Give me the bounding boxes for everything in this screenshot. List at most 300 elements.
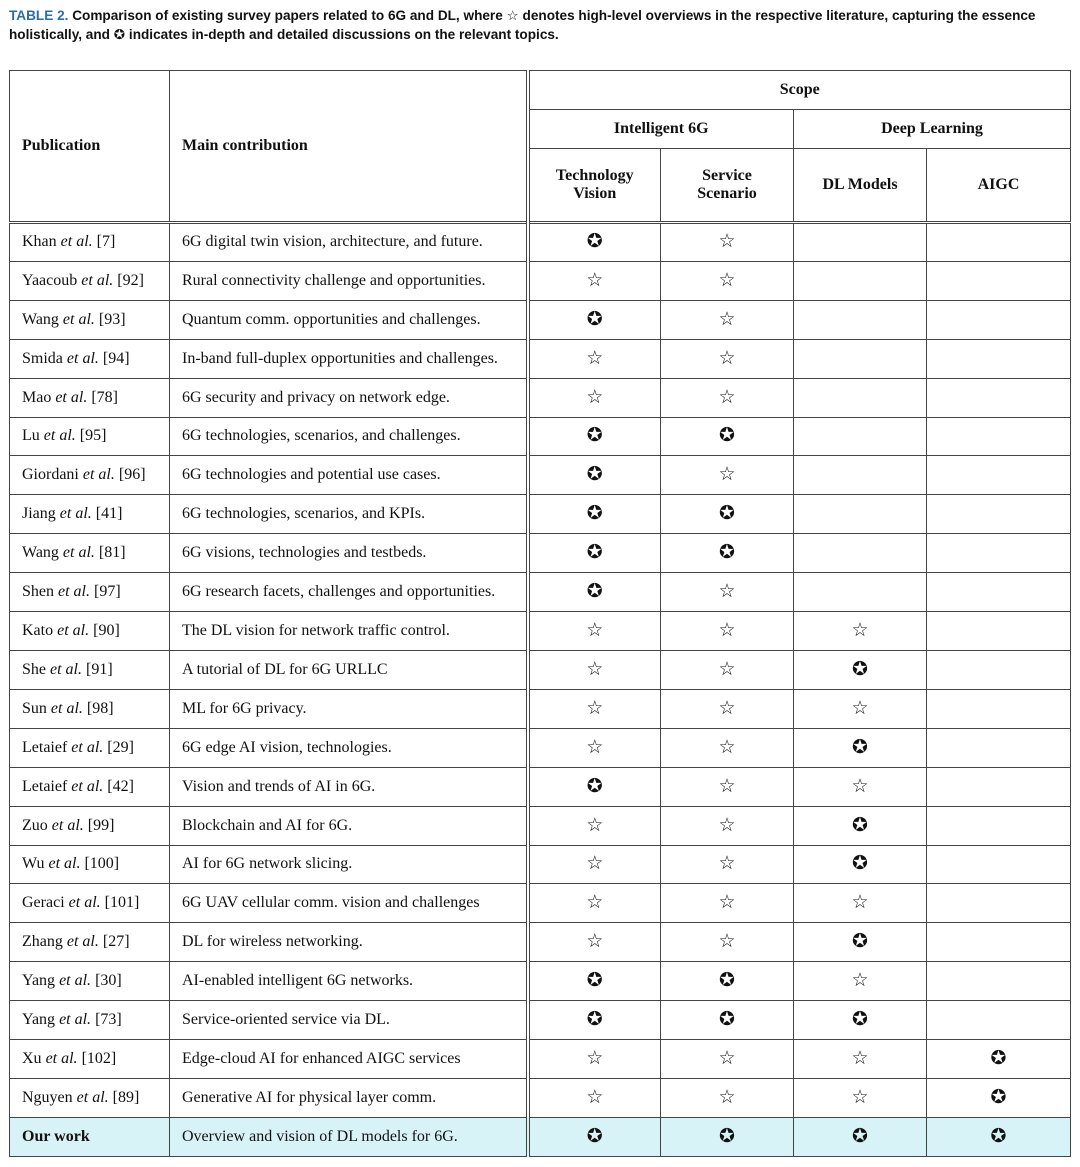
dl-models-cell: [794, 884, 927, 923]
author-name: Kato: [22, 622, 54, 640]
filled-star-icon: ✪: [852, 1124, 868, 1147]
table-body: [10, 223, 1071, 1157]
hollow-star-icon: ☆: [718, 696, 736, 719]
reference-number: [89]: [112, 1088, 140, 1106]
dl-models-cell: [794, 573, 927, 612]
hollow-star-icon: ☆: [586, 657, 604, 680]
filled-star-icon: ✪: [586, 1124, 603, 1147]
author-name: Our work: [22, 1127, 90, 1145]
header-deep-learning: Deep Learning: [794, 110, 1071, 149]
author-name: Xu: [22, 1049, 42, 1067]
table-row: [10, 1078, 1071, 1117]
hollow-star-icon: ☆: [718, 1085, 736, 1108]
dl-models-cell: [794, 650, 927, 689]
table-caption: [9, 6, 1071, 44]
et-al: et al.: [60, 233, 93, 251]
table-row: [10, 884, 1071, 923]
table-row: [10, 650, 1071, 689]
reference-number: [27]: [102, 933, 130, 951]
table-row-our-work: [10, 1117, 1071, 1156]
author-name: Lu: [22, 427, 40, 445]
reference-number: [95]: [79, 427, 107, 445]
header-technology-vision: [528, 149, 661, 223]
dl-models-cell: [794, 1117, 927, 1156]
dl-models-cell: [794, 1001, 927, 1040]
publication-cell: [10, 417, 170, 456]
et-al: et al.: [58, 583, 90, 601]
aigc-cell: [927, 1078, 1071, 1117]
publication-cell: [10, 612, 170, 651]
et-al: et al.: [57, 622, 90, 640]
reference-number: [78]: [91, 388, 118, 406]
author-name: Nguyen: [22, 1088, 73, 1106]
contribution-cell: AI for 6G network slicing.: [170, 845, 528, 884]
filled-star-icon: ✪: [852, 930, 868, 953]
tech-vision-cell: [528, 650, 661, 689]
publication-cell: [10, 456, 170, 495]
dl-models-cell: [794, 378, 927, 417]
filled-star-icon: ✪: [852, 1008, 868, 1031]
dl-models-cell: [794, 456, 927, 495]
publication-cell: [10, 884, 170, 923]
hollow-star-icon: ☆: [718, 463, 736, 486]
filled-star-icon: ✪: [586, 1008, 603, 1031]
service-scenario-cell: [661, 767, 794, 806]
dl-models-cell: [794, 806, 927, 845]
contribution-cell: 6G research facets, challenges and opportunities.: [170, 573, 528, 612]
author-name: Smida: [22, 349, 63, 367]
et-al: et al.: [68, 894, 101, 912]
tech-vision-cell: [528, 1117, 661, 1156]
aigc-cell: [927, 378, 1071, 417]
hollow-star-icon: ☆: [851, 1085, 869, 1108]
service-scenario-cell: [661, 261, 794, 300]
author-name: Yang: [22, 1011, 56, 1029]
et-al: et al.: [59, 1011, 92, 1029]
contribution-cell: Blockchain and AI for 6G.: [170, 806, 528, 845]
contribution-cell: Quantum comm. opportunities and challenges.: [170, 300, 528, 339]
reference-number: [101]: [104, 894, 140, 912]
filled-star-icon: ✪: [852, 735, 868, 758]
table-row: [10, 923, 1071, 962]
table-row: [10, 612, 1071, 651]
tech-vision-cell: [528, 1040, 661, 1079]
tech-vision-cell: [528, 339, 661, 378]
contribution-cell: 6G UAV cellular comm. vision and challenges: [170, 884, 528, 923]
hollow-star-icon: ☆: [851, 891, 869, 914]
filled-star-icon: ✪: [852, 852, 868, 875]
contribution-cell: 6G digital twin vision, architecture, and future.: [170, 223, 528, 262]
contribution-cell: Generative AI for physical layer comm.: [170, 1078, 528, 1117]
service-scenario-cell: [661, 378, 794, 417]
filled-star-icon: ✪: [586, 502, 603, 525]
table-row: [10, 261, 1071, 300]
table-row: [10, 767, 1071, 806]
service-scenario-cell: [661, 495, 794, 534]
tech-vision-cell: [528, 300, 661, 339]
aigc-cell: [927, 1117, 1071, 1156]
publication-cell: [10, 1078, 170, 1117]
tech-vision-cell: [528, 417, 661, 456]
filled-star-icon: ✪: [586, 541, 603, 564]
hollow-star-icon: ☆: [586, 735, 604, 758]
aigc-cell: [927, 884, 1071, 923]
publication-cell: [10, 1040, 170, 1079]
author-name: Sun: [22, 699, 47, 717]
publication-cell: [10, 223, 170, 262]
hollow-star-icon: ☆: [586, 385, 604, 408]
service-scenario-cell: [661, 962, 794, 1001]
dl-models-cell: [794, 534, 927, 573]
contribution-cell: ML for 6G privacy.: [170, 689, 528, 728]
contribution-cell: 6G visions, technologies and testbeds.: [170, 534, 528, 573]
author-name: She: [22, 660, 46, 678]
publication-cell: [10, 650, 170, 689]
header-intelligent-6g: Intelligent 6G: [528, 110, 794, 149]
et-al: et al.: [51, 816, 84, 834]
et-al: et al.: [71, 738, 104, 756]
filled-star-icon: ✪: [990, 1124, 1007, 1147]
service-scenario-cell: [661, 728, 794, 767]
publication-cell: [10, 923, 170, 962]
aigc-cell: [927, 495, 1071, 534]
author-name: Shen: [22, 583, 54, 601]
dl-models-cell: [794, 845, 927, 884]
tech-vision-cell: [528, 378, 661, 417]
reference-number: [73]: [95, 1011, 122, 1029]
contribution-cell: Vision and trends of AI in 6G.: [170, 767, 528, 806]
publication-cell: [10, 1117, 170, 1156]
author-name: Mao: [22, 388, 52, 406]
filled-star-icon: ✪: [719, 969, 735, 992]
caption-text-b: denotes high-level overviews in the respective literature, capturing the essence holistically, and: [9, 8, 1036, 42]
author-name: Khan: [22, 233, 57, 251]
service-scenario-cell: [661, 806, 794, 845]
author-name: Zuo: [22, 816, 48, 834]
service-scenario-cell: [661, 689, 794, 728]
aigc-cell: [927, 261, 1071, 300]
tech-vision-cell: [528, 689, 661, 728]
tech-vision-cell: [528, 884, 661, 923]
table-row: [10, 573, 1071, 612]
filled-star-icon: ✪: [719, 541, 735, 564]
hollow-star-icon: ☆: [718, 619, 736, 642]
publication-cell: [10, 689, 170, 728]
aigc-cell: [927, 300, 1071, 339]
hollow-star-icon: ☆: [718, 307, 736, 330]
hollow-star-icon: ☆: [851, 619, 869, 642]
publication-cell: [10, 845, 170, 884]
aigc-cell: [927, 650, 1071, 689]
et-al: et al.: [81, 271, 114, 289]
dl-models-cell: [794, 339, 927, 378]
hollow-star-icon: ☆: [506, 8, 519, 23]
dl-models-cell: [794, 495, 927, 534]
publication-cell: [10, 806, 170, 845]
dl-models-cell: [794, 767, 927, 806]
hollow-star-icon: ☆: [718, 891, 736, 914]
author-name: Letaief: [22, 777, 68, 795]
tech-vision-cell: [528, 728, 661, 767]
tech-vision-cell: [528, 767, 661, 806]
et-al: et al.: [59, 972, 92, 990]
tech-vision-cell: [528, 923, 661, 962]
tech-vision-cell: [528, 456, 661, 495]
table-row: [10, 962, 1071, 1001]
hollow-star-icon: ☆: [718, 735, 736, 758]
tech-vision-cell: [528, 573, 661, 612]
table-row: [10, 845, 1071, 884]
dl-models-cell: [794, 417, 927, 456]
dl-models-cell: [794, 300, 927, 339]
dl-models-cell: [794, 1078, 927, 1117]
table-row: [10, 728, 1071, 767]
caption-text-c: indicates in-depth and detailed discussions on the relevant topics.: [125, 27, 559, 42]
dl-models-cell: [794, 962, 927, 1001]
table-row: [10, 1040, 1071, 1079]
hollow-star-icon: ☆: [718, 230, 736, 253]
service-scenario-cell: [661, 300, 794, 339]
contribution-cell: Edge-cloud AI for enhanced AIGC services: [170, 1040, 528, 1079]
service-scenario-cell: [661, 650, 794, 689]
comparison-table: [9, 70, 1071, 1157]
reference-number: [81]: [98, 544, 126, 562]
header-service-scenario: [661, 149, 794, 223]
tech-vision-cell: [528, 806, 661, 845]
hollow-star-icon: ☆: [586, 619, 604, 642]
service-scenario-cell: [661, 1078, 794, 1117]
hollow-star-icon: ☆: [851, 969, 869, 992]
contribution-cell: A tutorial of DL for 6G URLLC: [170, 650, 528, 689]
aigc-cell: [927, 962, 1071, 1001]
aigc-cell: [927, 845, 1071, 884]
filled-star-icon: ✪: [719, 1008, 735, 1031]
aigc-cell: [927, 339, 1071, 378]
service-scenario-cell: [661, 1117, 794, 1156]
contribution-cell: 6G edge AI vision, technologies.: [170, 728, 528, 767]
et-al: et al.: [66, 933, 99, 951]
contribution-cell: In-band full-duplex opportunities and challenges.: [170, 339, 528, 378]
publication-cell: [10, 728, 170, 767]
reference-number: [30]: [95, 972, 122, 990]
aigc-cell: [927, 223, 1071, 262]
dl-models-cell: [794, 923, 927, 962]
publication-cell: [10, 300, 170, 339]
hollow-star-icon: ☆: [718, 268, 736, 291]
table-row: [10, 300, 1071, 339]
header-scenario-line: Scenario: [697, 185, 757, 202]
filled-star-icon: ✪: [719, 1124, 735, 1147]
contribution-cell: The DL vision for network traffic control.: [170, 612, 528, 651]
et-al: et al.: [66, 349, 99, 367]
filled-star-icon: ✪: [586, 463, 603, 486]
publication-cell: [10, 573, 170, 612]
tech-vision-cell: [528, 534, 661, 573]
et-al: et al.: [48, 855, 81, 873]
filled-star-icon: ✪: [586, 774, 603, 797]
aigc-cell: [927, 534, 1071, 573]
service-scenario-cell: [661, 573, 794, 612]
et-al: et al.: [50, 699, 83, 717]
publication-cell: [10, 962, 170, 1001]
service-scenario-cell: [661, 884, 794, 923]
table-label: TABLE 2.: [9, 8, 69, 23]
caption-text-a: Comparison of existing survey papers related to 6G and DL, where: [68, 8, 507, 23]
author-name: Yang: [22, 972, 56, 990]
header-technology-line: Technology: [555, 167, 634, 184]
dl-models-cell: [794, 689, 927, 728]
reference-number: [90]: [93, 622, 120, 640]
service-scenario-cell: [661, 1001, 794, 1040]
hollow-star-icon: ☆: [851, 1046, 869, 1069]
hollow-star-icon: ☆: [586, 1046, 604, 1069]
contribution-cell: Service-oriented service via DL.: [170, 1001, 528, 1040]
author-name: Wu: [22, 855, 45, 873]
et-al: et al.: [55, 388, 88, 406]
table-row: [10, 495, 1071, 534]
filled-star-icon: ✪: [990, 1046, 1007, 1069]
hollow-star-icon: ☆: [851, 696, 869, 719]
table-row: [10, 378, 1071, 417]
reference-number: [96]: [118, 466, 146, 484]
et-al: et al.: [62, 544, 95, 562]
reference-number: [29]: [107, 738, 134, 756]
author-name: Zhang: [22, 933, 63, 951]
reference-number: [7]: [96, 233, 116, 251]
table-row: [10, 534, 1071, 573]
table-header: [10, 71, 1071, 223]
hollow-star-icon: ☆: [718, 774, 736, 797]
tech-vision-cell: [528, 962, 661, 1001]
author-name: Giordani: [22, 466, 79, 484]
table-row: [10, 339, 1071, 378]
reference-number: [99]: [87, 816, 115, 834]
contribution-cell: DL for wireless networking.: [170, 923, 528, 962]
et-al: et al.: [45, 1049, 78, 1067]
contribution-cell: Rural connectivity challenge and opportunities.: [170, 261, 528, 300]
service-scenario-cell: [661, 417, 794, 456]
author-name: Wang: [22, 310, 59, 328]
hollow-star-icon: ☆: [586, 813, 604, 836]
filled-star-icon: ✪: [586, 424, 603, 447]
table-row: [10, 806, 1071, 845]
hollow-star-icon: ☆: [718, 1046, 736, 1069]
et-al: et al.: [43, 427, 76, 445]
header-dl-models: DL Models: [794, 149, 927, 223]
filled-star-icon: ✪: [990, 1085, 1007, 1108]
service-scenario-cell: [661, 845, 794, 884]
tech-vision-cell: [528, 845, 661, 884]
et-al: et al.: [50, 660, 82, 678]
reference-number: [98]: [86, 699, 114, 717]
service-scenario-cell: [661, 534, 794, 573]
author-name: Geraci: [22, 894, 65, 912]
reference-number: [97]: [94, 583, 121, 601]
et-al: et al.: [59, 505, 92, 523]
dl-models-cell: [794, 1040, 927, 1079]
reference-number: [92]: [117, 271, 144, 289]
header-vision-line: Vision: [573, 185, 617, 202]
filled-star-icon: ✪: [113, 27, 126, 42]
hollow-star-icon: ☆: [851, 774, 869, 797]
aigc-cell: [927, 1001, 1071, 1040]
aigc-cell: [927, 806, 1071, 845]
publication-cell: [10, 339, 170, 378]
hollow-star-icon: ☆: [718, 852, 736, 875]
dl-models-cell: [794, 261, 927, 300]
table-row: [10, 223, 1071, 262]
tech-vision-cell: [528, 495, 661, 534]
tech-vision-cell: [528, 1001, 661, 1040]
tech-vision-cell: [528, 1078, 661, 1117]
header-scope: Scope: [528, 71, 1071, 110]
author-name: Letaief: [22, 738, 68, 756]
contribution-cell: Overview and vision of DL models for 6G.: [170, 1117, 528, 1156]
reference-number: [93]: [98, 310, 126, 328]
hollow-star-icon: ☆: [586, 696, 604, 719]
hollow-star-icon: ☆: [718, 385, 736, 408]
publication-cell: [10, 767, 170, 806]
aigc-cell: [927, 417, 1071, 456]
dl-models-cell: [794, 728, 927, 767]
contribution-cell: 6G technologies, scenarios, and KPIs.: [170, 495, 528, 534]
aigc-cell: [927, 689, 1071, 728]
publication-cell: [10, 495, 170, 534]
filled-star-icon: ✪: [586, 307, 603, 330]
reference-number: [102]: [81, 1049, 117, 1067]
publication-cell: [10, 534, 170, 573]
hollow-star-icon: ☆: [718, 813, 736, 836]
author-name: Wang: [22, 544, 59, 562]
hollow-star-icon: ☆: [586, 852, 604, 875]
contribution-cell: 6G technologies, scenarios, and challenges.: [170, 417, 528, 456]
aigc-cell: [927, 923, 1071, 962]
service-scenario-cell: [661, 339, 794, 378]
service-scenario-cell: [661, 612, 794, 651]
aigc-cell: [927, 767, 1071, 806]
filled-star-icon: ✪: [719, 502, 735, 525]
table-row: [10, 417, 1071, 456]
et-al: et al.: [71, 777, 104, 795]
header-service-line: Service: [702, 167, 752, 184]
reference-number: [41]: [95, 505, 123, 523]
aigc-cell: [927, 612, 1071, 651]
filled-star-icon: ✪: [719, 424, 735, 447]
et-al: et al.: [76, 1088, 109, 1106]
hollow-star-icon: ☆: [718, 930, 736, 953]
filled-star-icon: ✪: [852, 813, 868, 836]
header-publication: Publication: [10, 71, 170, 223]
reference-number: [94]: [102, 349, 130, 367]
aigc-cell: [927, 573, 1071, 612]
hollow-star-icon: ☆: [718, 580, 736, 603]
publication-cell: [10, 261, 170, 300]
contribution-cell: 6G technologies and potential use cases.: [170, 456, 528, 495]
tech-vision-cell: [528, 223, 661, 262]
service-scenario-cell: [661, 223, 794, 262]
filled-star-icon: ✪: [586, 969, 603, 992]
service-scenario-cell: [661, 923, 794, 962]
hollow-star-icon: ☆: [586, 346, 604, 369]
contribution-cell: 6G security and privacy on network edge.: [170, 378, 528, 417]
table-row: [10, 456, 1071, 495]
filled-star-icon: ✪: [586, 230, 603, 253]
reference-number: [100]: [84, 855, 120, 873]
header-main-contribution: Main contribution: [170, 71, 528, 223]
reference-number: [42]: [107, 777, 134, 795]
publication-cell: [10, 378, 170, 417]
dl-models-cell: [794, 612, 927, 651]
